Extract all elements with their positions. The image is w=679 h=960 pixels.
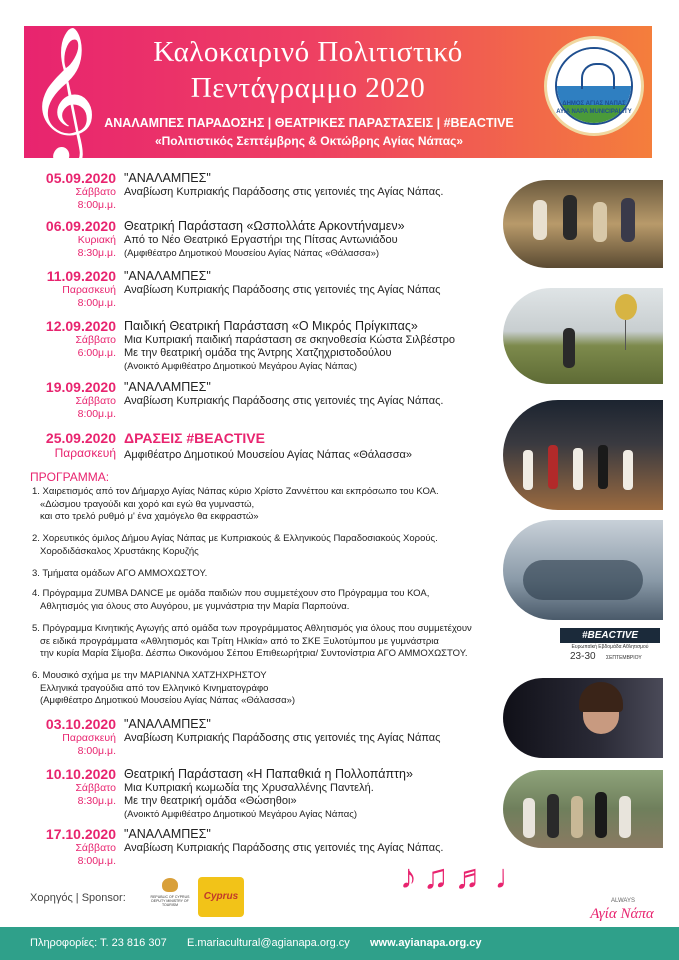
event-title: Θεατρική Παράσταση «Ωσπολλάτε Αρκοντήναμεν»: [124, 219, 405, 233]
event-description: Αναβίωση Κυπριακής Παράδοσης στις γειτονιές της Αγίας Νάπας: [124, 284, 441, 296]
program-line: «Δώσμου τραγούδι και χορό και εγώ θα γυμναστώ,: [40, 498, 255, 510]
photo-little-prince: [503, 288, 663, 384]
footer-phone: Πληροφορίες: Τ. 23 816 307: [30, 937, 167, 949]
program-line: Αθλητισμός για όλους στο Αυγόρου, με γυμνάστρια την Μαρία Παρπούνα.: [40, 600, 350, 612]
program-line: (Αμφιθέατρο Δημοτικού Μουσείου Αγίας Νάπας «Θάλασσα»): [40, 695, 296, 706]
beactive-month: ΣΕΠΤΕΜΒΡΙΟΥ: [606, 655, 642, 661]
footer-email[interactable]: E.mariacultural@agianapa.org.cy: [187, 937, 350, 949]
event-description: Με την θεατρική ομάδα «Θώσηθοι»: [124, 795, 297, 807]
logo-arch: [581, 63, 615, 89]
logo-text-greek: ΔΗΜΟΣ ΑΓΙΑΣ ΝΑΠΑΣ: [562, 101, 626, 107]
title-line1: Καλοκαιρινό Πολιτιστικό: [153, 36, 463, 68]
program-item: [32, 670, 295, 708]
event-title: Παιδική Θεατρική Παράσταση «Ο Μικρός Πρίγκιπας»: [124, 319, 418, 333]
event-day: Σάββατο: [75, 186, 116, 198]
program-heading: ΠΡΟΓΡΑΜΜΑ:: [30, 470, 110, 484]
footer-bar: [0, 927, 679, 960]
event-time: 8:00μ.μ.: [77, 745, 116, 757]
event-date: 10.10.2020: [45, 766, 116, 782]
photo-folk-dance: [503, 400, 663, 510]
program-line: 3. Τμήματα ομάδων ΑΓΟ ΑΜΜΟΧΩΣΤΟΥ.: [32, 568, 208, 579]
event-description: Μια Κυπριακή παιδική παράσταση σε σκηνοθεσία Κώστα Σιλβέστρο: [124, 334, 455, 346]
event-day: Κυριακή: [77, 234, 116, 246]
photo-theatre-crowd: [503, 180, 663, 268]
event-description: Με την θεατρική ομάδα της Άντρης Χατζηχριστοδούλου: [124, 347, 392, 359]
municipality-logo: [544, 36, 644, 136]
subtitle-season: «Πολιτιστικός Σεπτέμβρης & Οκτώβρης Αγίας Νάπας»: [154, 134, 464, 148]
event-day: Σάββατο: [75, 842, 116, 854]
event-date: 19.09.2020: [45, 379, 116, 395]
agia-napa-brand: Αγία Νάπα: [590, 906, 654, 922]
event-description: Αναβίωση Κυπριακής Παράδοσης στις γειτονιές της Αγίας Νάπας.: [124, 186, 444, 198]
beactive-badge: [560, 628, 660, 668]
event-day: Σάββατο: [75, 334, 116, 346]
event-description: Αμφιθέατρο Δημοτικού Μουσείου Αγίας Νάπας «Θάλασσα»: [124, 449, 412, 461]
event-time: 8:00μ.μ.: [77, 199, 116, 211]
event-date: 25.09.2020: [45, 430, 116, 446]
sponsor-label: Χορηγός | Sponsor:: [30, 892, 126, 904]
event-title: "ΑΝΑΛΑΜΠΕΣ": [124, 380, 211, 394]
music-notes-icon: ♪♫♬♩: [400, 858, 535, 896]
event-date: 11.09.2020: [46, 268, 116, 284]
program-line: 5. Πρόγραμμα Κινητικής Αγωγής από ομάδα των προγράμματος Αθλητισμός για όλους που συμμετέχουν: [32, 623, 472, 634]
program-line: Ελληνικά τραγούδια από τον Ελληνικό Κινηματογράφο: [40, 682, 269, 694]
cyprus-tourism-logo: [148, 878, 192, 912]
cyprus-brand-text: Cyprus: [203, 891, 239, 902]
poster-title: [98, 34, 518, 106]
program-item: [32, 533, 438, 558]
event-title: "ΑΝΑΛΑΜΠΕΣ": [124, 827, 211, 841]
event-description: Αναβίωση Κυπριακής Παράδοσης στις γειτονιές της Αγίας Νάπας.: [124, 842, 444, 854]
program-line: 4. Πρόγραμμα ZUMBA DANCE με ομάδα παιδιών που συμμετέχουν στο Πρόγραμμα του ΚΟΑ,: [32, 588, 430, 599]
program-item: [32, 486, 439, 524]
event-time: 8:30μ.μ.: [77, 795, 116, 807]
event-day: Παρασκευή: [62, 284, 116, 296]
treble-clef-icon: 𝄞: [28, 24, 98, 162]
event-title: "ΑΝΑΛΑΜΠΕΣ": [124, 717, 211, 731]
event-description: Μια Κυπριακή κωμωδία της Χρυσαλλένης Παντελή.: [124, 782, 374, 794]
subtitle-categories: ΑΝΑΛΑΜΠΕΣ ΠΑΡΑΔΟΣΗΣ | ΘΕΑΤΡΙΚΕΣ ΠΑΡΑΣΤΑΣΕΙΣ | #BEACTIVE: [104, 116, 514, 130]
event-day: Σάββατο: [75, 395, 116, 407]
program-item: [32, 588, 429, 613]
event-time: 8:00μ.μ.: [77, 408, 116, 420]
event-title: "ΑΝΑΛΑΜΠΕΣ": [124, 269, 211, 283]
photo-singer: [503, 678, 663, 758]
event-venue: (Ανοικτό Αμφιθέατρο Δημοτικού Μεγάρου Αγίας Νάπας): [124, 361, 358, 372]
always-label: ALWAYS: [611, 898, 635, 904]
photo-comedy-cast: [503, 770, 663, 848]
program-line: 2. Χορευτικός όμιλος Δήμου Αγίας Νάπας με Κυπριακούς & Ελληνικούς Παραδοσιακούς Χορούς.: [32, 533, 438, 544]
event-date: 06.09.2020: [45, 218, 116, 234]
event-title: "ΑΝΑΛΑΜΠΕΣ": [124, 171, 211, 185]
event-date: 17.10.2020: [45, 826, 116, 842]
program-line: 1. Χαιρετισμός από τον Δήμαρχο Αγίας Νάπας κύριο Χρίστο Ζαννέττου και εκπρόσωπο του ΚΟΑ.: [32, 486, 439, 497]
program-line: σε ειδικά προγράμματα «Αθλητισμός και Τρίτη Ηλικία» από το ΣΚΕ Ξυλοτύμπου με γυμνάστρια: [40, 635, 439, 647]
event-description: Αναβίωση Κυπριακής Παράδοσης στις γειτονιές της Αγίας Νάπας.: [124, 395, 444, 407]
event-date: 05.09.2020: [45, 170, 116, 186]
photo-beactive-kids: [503, 520, 663, 620]
event-day: Παρασκευή: [62, 732, 116, 744]
event-date: 03.10.2020: [45, 716, 116, 732]
program-line: 6. Μουσικό σχήμα με την ΜΑΡΙΑΝΝΑ ΧΑΤΖΗΧΡΗΣΤΟΥ: [32, 670, 267, 681]
beactive-tag: #BEACTIVE: [560, 628, 660, 643]
event-time: 6:00μ.μ.: [77, 347, 116, 359]
program-item: [32, 623, 472, 661]
event-venue: (Αμφιθέατρο Δημοτικού Μουσείου Αγίας Νάπας «Θάλασσα»): [124, 248, 380, 259]
event-venue: (Ανοικτό Αμφιθέατρο Δημοτικού Μεγάρου Αγίας Νάπας): [124, 809, 358, 820]
beactive-dates: 23-30: [570, 651, 596, 662]
event-title: ΔΡΑΣΕΙΣ #BEACTIVE: [124, 430, 265, 446]
logo-text-english: AYIA NAPA MUNICIPALITY: [556, 109, 632, 115]
event-day: Σάββατο: [75, 782, 116, 794]
program-line: την κυρία Μαρία Σίμοβα. Δέσπω Οικονόμου Σέπου Επιθεωρήτρια/ Συντονίστρια ΑΓΟ ΑΜΜΟΧΩΣΤΟΥ.: [40, 648, 468, 659]
program-item: [32, 568, 207, 581]
event-time: 8:30μ.μ.: [77, 247, 116, 259]
footer-website[interactable]: www.ayianapa.org.cy: [370, 937, 482, 949]
event-time: 8:00μ.μ.: [77, 855, 116, 867]
event-description: Αναβίωση Κυπριακής Παράδοσης στις γειτονιές της Αγίας Νάπας: [124, 732, 441, 744]
program-line: Χοροδιδάσκαλος Χρυστάκης Κορυζής: [40, 545, 199, 557]
beactive-week: Ευρωπαϊκή Εβδομάδα Αθλητισμού: [571, 644, 649, 650]
cyprus-tourism-text: REPUBLIC OF CYPRUS DEPUTY MINISTRY OF TOURISM: [150, 895, 190, 907]
header-banner: [24, 24, 652, 162]
title-line2: Πεντάγραμμο 2020: [190, 72, 426, 104]
event-description: Από το Νέο Θεατρικό Εργαστήρι της Πίτσας Αντωνιάδου: [124, 234, 398, 246]
event-day: Παρασκευή: [54, 446, 116, 460]
cyprus-brand-logo: [198, 877, 244, 917]
program-line: και στο τρελό ρυθμό μ' ένα χαμόγελο θα εκφραστώ»: [40, 511, 259, 522]
event-title: Θεατρική Παράσταση «Η Παπαθκιά η Πολλοπάπτη»: [124, 767, 413, 781]
event-time: 8:00μ.μ.: [77, 297, 116, 309]
event-date: 12.09.2020: [45, 318, 116, 334]
